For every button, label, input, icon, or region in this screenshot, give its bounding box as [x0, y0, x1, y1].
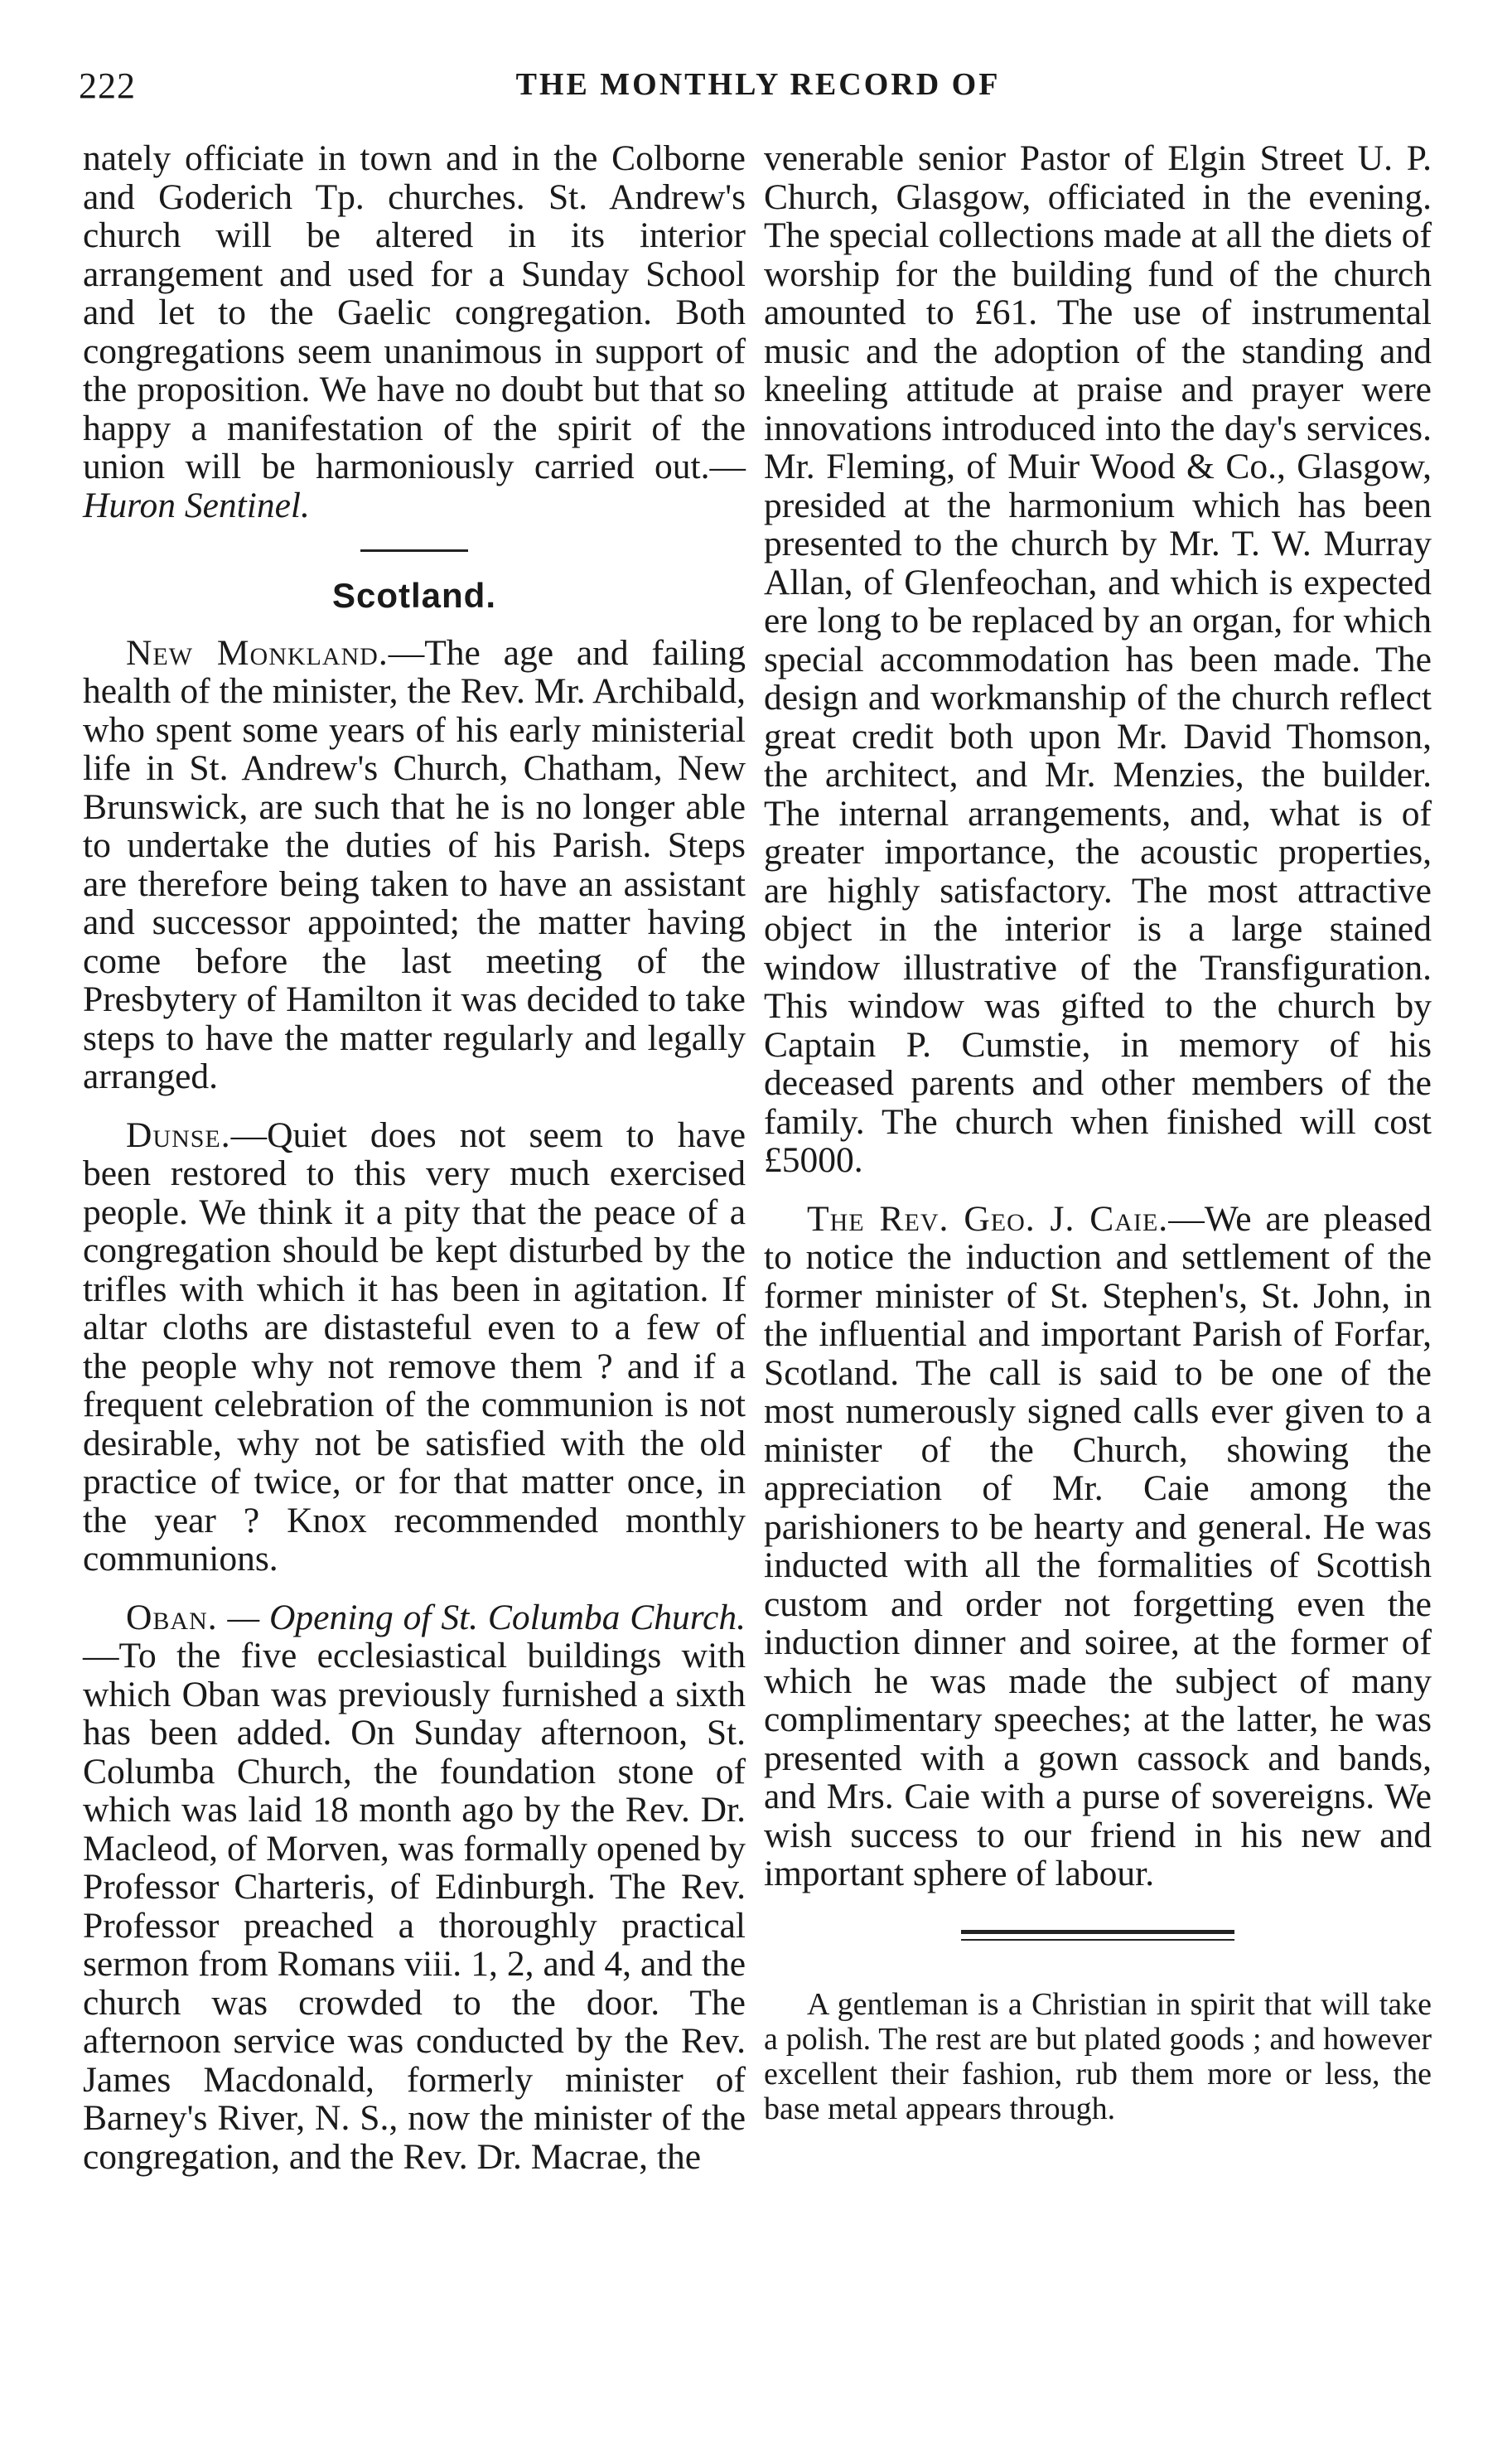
paragraph-text: venerable senior Pastor of Elgin Street U. P. Church, Glasgow, officiated in the evening. The special collections made at all the diets of worship for the building fund of the church amounted to £61. The use of instrumental music and the adoption of the standing and kneeling attitude at praise and prayer were innovations introduced into the day's services. Mr. Fleming, of Muir Wood & Co., Glasgow, presided at the harmonium which has been presented to the church by Mr. T. W. Murray Allan, of Glenfeochan, and which is expected ere long to be replaced by an organ, for which special accommodation has been made. The design and workmanship of the church reflect great credit both upon Mr. David Thomson, the architect, and Mr. Menzies, the builder. The internal arrangements, and, what is of greater importance, the acoustic properties, are highly satisfactory. The most attractive object in the interior is a large stained window illustrative of the Transfiguration. This window was gifted to the church by Captain P. Cumstie, in memory of his deceased parents and other members of the family. The church when finished will cost £5000.: [764, 138, 1432, 1180]
page-header: [79, 65, 1437, 114]
paragraph-oban-continued: [764, 139, 1432, 1180]
rule-thin: [961, 1939, 1234, 1941]
paragraph-oban: [83, 1598, 746, 2177]
paragraph-lead: Oban.: [126, 1597, 218, 1637]
paragraph-text: —We are pleased to notice the induction and settlement of the former minister of St. Stephen's, St. John, in the influential and important Parish of Forfar, Scotland. The call is said to be one of the most numerously signed calls ever given to a minister of the Church, showing the appreciation of Mr. Caie among the parishioners to be hearty and general. He was inducted with all the formalities of Scottish custom and order not forgetting even the induction dinner and soiree, at the former of which he was made the subject of many complimentary speeches; at the latter, he was presented with a gown cassock and bands, and Mrs. Caie with a purse of sovereigns. We wish success to our friend in his new and important sphere of labour.: [764, 1198, 1432, 1893]
right-column: [764, 139, 1432, 2126]
section-divider: [360, 549, 468, 552]
left-column: [83, 139, 746, 2176]
paragraph-text: —Quiet does not seem to have been restored to this very much exercised people. We think it a pity that the peace of a congregation should be kept disturbed by the trifles with which it has been in agitation. If altar cloths are distasteful even to a few of the people why not remove them ? and if a frequent celebration of the communion is not desirable, why not be satisfied with the old practice of twice, or for that matter once, in the year ? Knox recommended monthly communions.: [83, 1115, 746, 1579]
double-rule-divider: [961, 1930, 1234, 1941]
paragraph-lead: Dunse.: [126, 1115, 231, 1155]
paragraph-text: nately officiate in town and in the Colborne and Goderich Tp. churches. St. Andrew's church will be altered in its interior arrangement and used for a Sunday School and let to the Gaelic congregation. Both congregations seem unanimous in support of the proposition. We have no doubt but that so happy a manifestation of the spirit of the union will be harmoniously carried out.—: [83, 138, 746, 486]
rule-thick: [961, 1930, 1234, 1934]
section-heading-scotland: Scotland.: [331, 576, 497, 615]
paragraph-rev-caie: [764, 1200, 1432, 1893]
paragraph-new-monkland: [83, 634, 746, 1096]
paragraph-text: —To the five ecclesiastical buildings with which Oban was previously furnished a sixth has been added. On Sunday afternoon, St. Columba Church, the foundation stone of which was laid 18 month ago by the Rev. Dr. Macleod, of Morven, was formally opened by Professor Charteris, of Edinburgh. The Rev. Professor preached a thoroughly practical sermon from Romans viii. 1, 2, and 4, and the church was crowded to the door. The afternoon service was conducted by the Rev. James Macdonald, formerly minister of Barney's River, N. S., now the minister of the congregation, and the Rev. Dr. Macrae, the: [83, 1636, 746, 2177]
running-title: THE MONTHLY RECORD OF: [515, 67, 1001, 102]
paragraph-dunse: [83, 1116, 746, 1579]
paragraph-title: — Opening of St. Columba Church.: [217, 1597, 746, 1637]
page-number: 222: [79, 65, 136, 106]
paragraph-colborne-churches: [83, 139, 746, 525]
source-citation: Huron Sentinel.: [83, 485, 310, 525]
paragraph-text: —The age and failing health of the minister, the Rev. Mr. Archibald, who spent some years of his early ministerial life in St. Andrew's Church, Chatham, New Brunswick, are such that he is no longer able to undertake the duties of his Parish. Steps are therefore being taken to have an assistant and successor appointed; the matter having come before the last meeting of the Presbytery of Hamilton it was decided to take steps to have the matter regularly and legally arranged.: [83, 632, 746, 1096]
paragraph-lead: The Rev. Geo. J. Caie.: [807, 1198, 1169, 1239]
paragraph-lead: New Monkland.: [126, 632, 389, 673]
closing-quote: A gentleman is a Christian in spirit that will take a polish. The rest are but plated goods ; and however excellent their fashion, rub them more or less, the base metal appears through.: [764, 1986, 1432, 2126]
